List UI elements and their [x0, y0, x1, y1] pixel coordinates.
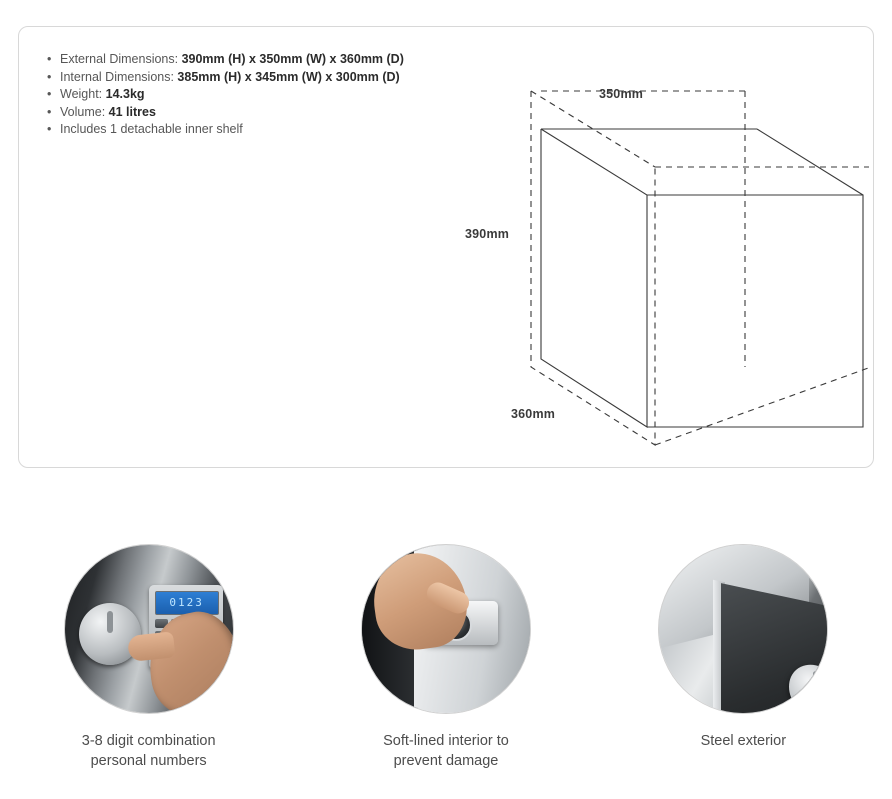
spec-item-shelf	[47, 121, 477, 139]
spec-item-weight	[47, 86, 477, 104]
specifications-panel	[18, 26, 874, 468]
bullet-icon: •	[47, 104, 52, 119]
dial-icon	[789, 660, 827, 713]
finger-icon	[127, 631, 175, 662]
spec-label: Volume:	[60, 104, 109, 119]
feature-item-keypad	[14, 545, 284, 771]
keypad-photo	[65, 545, 233, 713]
dimension-label-depth: 360mm	[511, 407, 556, 421]
steel-photo	[659, 545, 827, 713]
bullet-icon: •	[47, 87, 52, 101]
spec-value: 390mm (H) x 350mm (W) x 360mm (D)	[181, 52, 404, 66]
feature-caption-steel	[701, 731, 786, 751]
spec-label: External Dimensions:	[60, 52, 182, 66]
spec-value: 385mm (H) x 345mm (W) x 300mm (D)	[177, 69, 400, 84]
caption-line-1: 3-8 digit combination	[81, 733, 216, 749]
feature-row	[0, 545, 892, 795]
caption-line-2: prevent damage	[393, 753, 499, 769]
dimension-label-width: 350mm	[599, 87, 644, 101]
dimension-diagram	[459, 67, 869, 457]
feature-caption-interior	[383, 731, 509, 771]
bullet-icon: •	[47, 52, 52, 66]
keypad-photo-image	[65, 545, 233, 713]
feature-item-interior	[311, 545, 581, 771]
safe-front-panel	[721, 583, 827, 713]
interior-photo	[362, 545, 530, 713]
bullet-icon: •	[47, 69, 52, 84]
dimension-label-height: 390mm	[465, 227, 510, 241]
specification-list	[47, 51, 477, 139]
spec-item-internal-dimensions	[47, 69, 477, 87]
spec-value: 41 litres	[108, 104, 156, 119]
caption-line-2: personal numbers	[90, 753, 207, 769]
spec-item-external-dimensions	[47, 51, 477, 69]
spec-item-volume	[47, 104, 477, 122]
spec-label: Weight:	[60, 87, 106, 101]
spec-label: Internal Dimensions:	[60, 69, 178, 84]
steel-photo-image	[659, 545, 827, 713]
bullet-icon: •	[47, 122, 52, 136]
feature-item-steel	[608, 545, 878, 751]
spec-label: Includes 1 detachable inner shelf	[60, 122, 243, 136]
keypad-display: 0123	[155, 591, 219, 615]
caption-line-1: Steel exterior	[700, 733, 787, 749]
interior-photo-image	[362, 545, 530, 713]
safe-wireframe-svg	[459, 67, 869, 457]
spec-value: 14.3kg	[105, 87, 145, 101]
caption-line-1: Soft-lined interior to	[383, 733, 509, 749]
feature-caption-keypad	[82, 731, 216, 771]
